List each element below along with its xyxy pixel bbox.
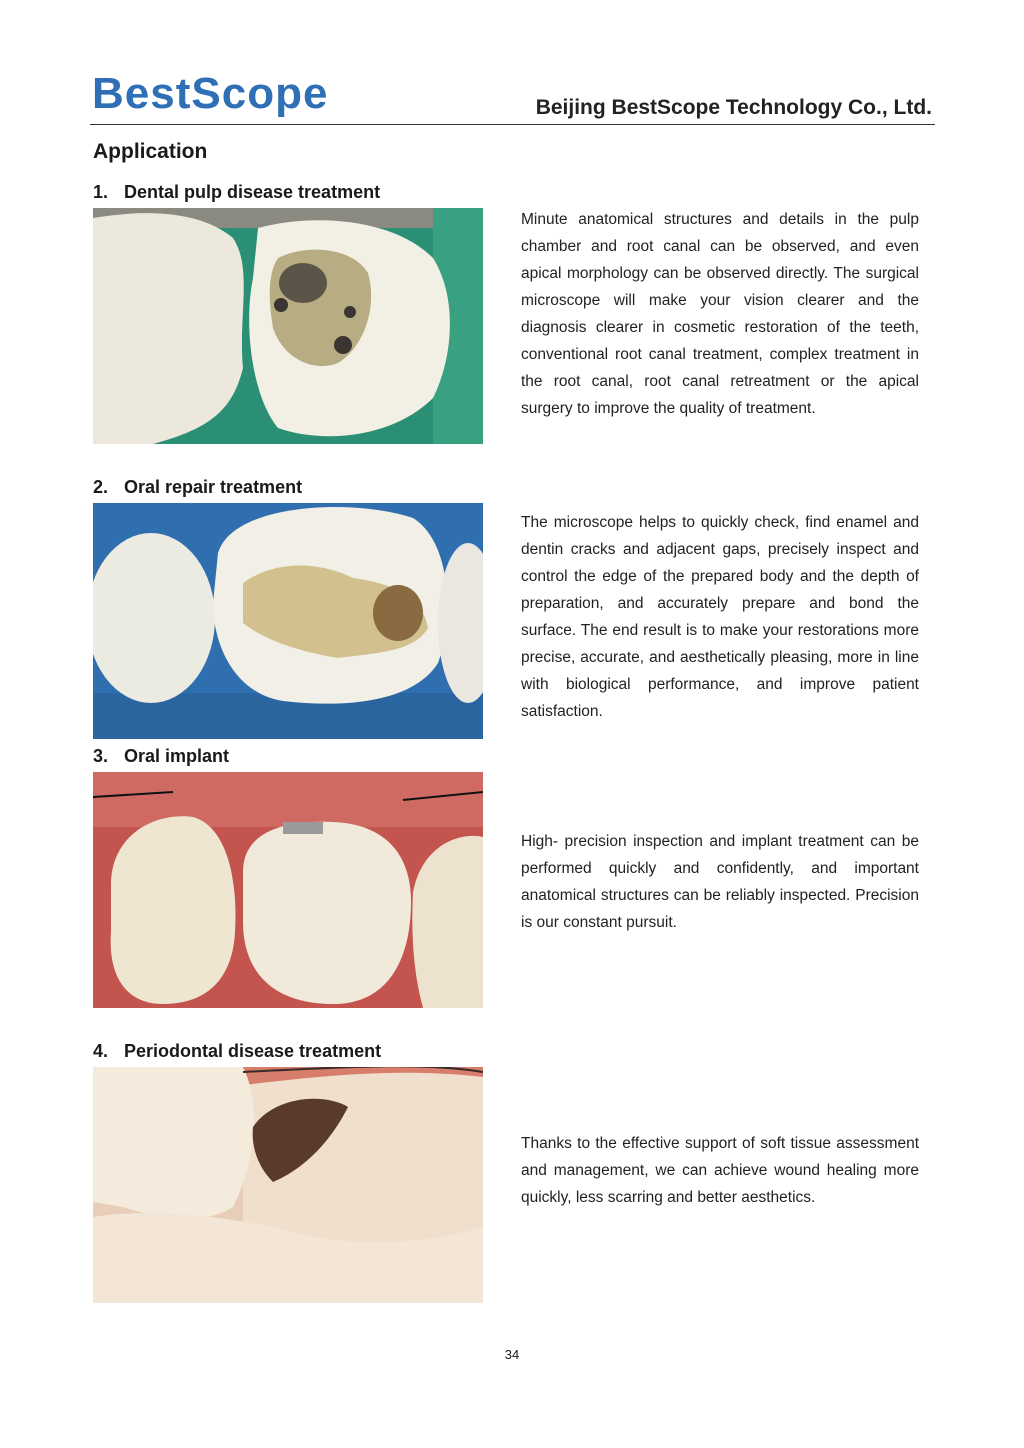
periodontal-photo xyxy=(93,1067,483,1303)
section-title: Dental pulp disease treatment xyxy=(124,182,381,202)
section-title: Oral repair treatment xyxy=(124,477,303,497)
company-name: Beijing BestScope Technology Co., Ltd. xyxy=(535,96,932,119)
section-number: 4. xyxy=(93,1041,109,1061)
section-heading-1 xyxy=(93,182,380,203)
logo-wordmark: BestScope xyxy=(92,69,329,118)
section-number: 1. xyxy=(93,182,109,202)
page-number: 34 xyxy=(504,1347,520,1362)
section-heading-2 xyxy=(93,477,302,498)
section-title: Periodontal disease treatment xyxy=(124,1041,382,1061)
section-heading-3 xyxy=(93,746,229,767)
section-description: Thanks to the effective support of soft tissue assessment and management, we can achieve wound healing more quickly, less scarring and better aesthetics. xyxy=(521,1135,919,1206)
dental-pulp-photo xyxy=(93,208,483,444)
oral-repair-photo xyxy=(93,503,483,739)
section-heading-4 xyxy=(93,1041,381,1062)
page-title: Application xyxy=(93,140,208,163)
header-divider xyxy=(90,124,935,125)
section-description: The microscope helps to quickly check, find enamel and dentin cracks and adjacent gaps, precisely inspect and control the edge of the prepared body and the depth of preparation, and accurately prepare and bond the surface. The end result is to make your restorations more precise, accurate, and aesthetically pleasing, more in line with biological performance, and improve patient satisfaction. xyxy=(521,514,919,720)
oral-implant-photo xyxy=(93,772,483,1008)
bestscope-logo xyxy=(92,68,357,118)
section-number: 2. xyxy=(93,477,109,497)
section-number: 3. xyxy=(93,746,109,766)
section-title: Oral implant xyxy=(124,746,230,766)
section-description: Minute anatomical structures and details in the pulp chamber and root canal can be observed, and even apical morphology can be observed directly. The surgical microscope will make your vision clearer and the diagnosis clearer in cosmetic restoration of the teeth, conventional root canal treatment, complex treatment in the root canal, root canal retreatment or the apical surgery to improve the quality of treatment. xyxy=(521,211,919,417)
section-description: High- precision inspection and implant treatment can be performed quickly and confidently, and important anatomical structures can be reliably inspected. Precision is our constant pursuit. xyxy=(521,833,919,931)
